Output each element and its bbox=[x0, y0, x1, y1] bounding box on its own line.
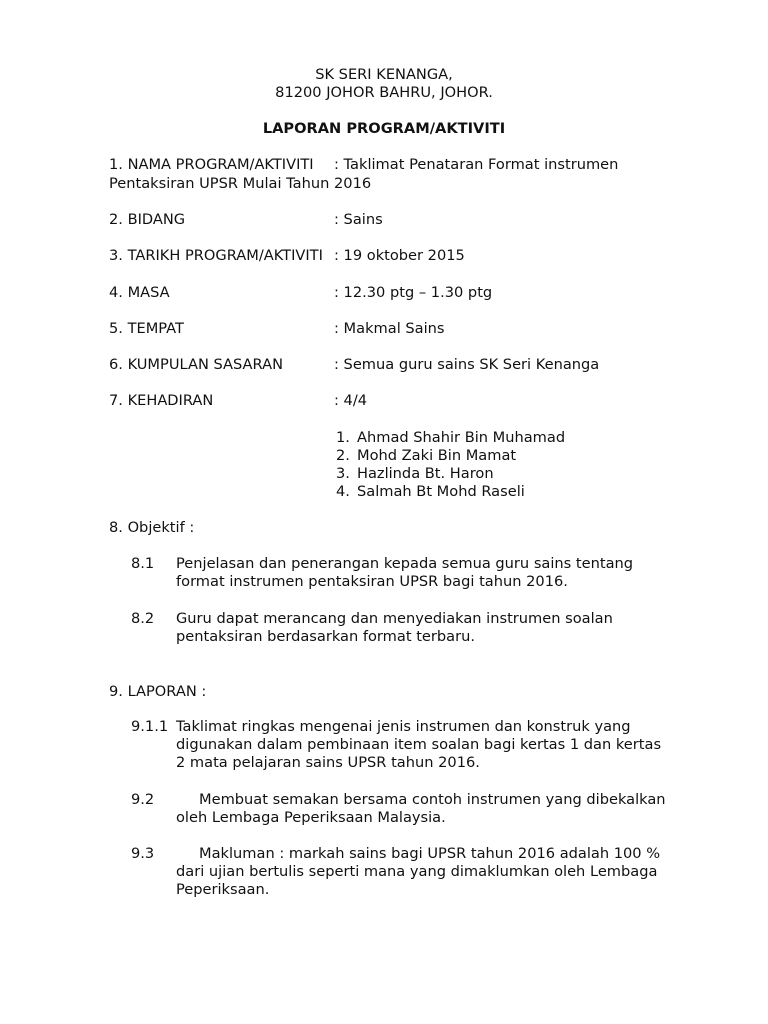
field-value-kehadiran: : 4/4 bbox=[334, 392, 368, 409]
objektif-item-text: format instrumen pentaksiran UPSR bagi tahun 2016. bbox=[176, 573, 568, 590]
laporan-item-number: 9.1.1 bbox=[131, 718, 169, 735]
objektif-item-number: 8.2 bbox=[131, 610, 155, 627]
attendee-name: Salmah Bt Mohd Raseli bbox=[357, 483, 525, 500]
laporan-item-number: 9.3 bbox=[131, 845, 155, 862]
section-heading-objektif: 8. Objektif : bbox=[109, 519, 195, 536]
field-value-kumpulan-sasaran: : Semua guru sains SK Seri Kenanga bbox=[334, 356, 600, 373]
school-address: 81200 JOHOR BAHRU, JOHOR. bbox=[275, 84, 493, 101]
field-label-tarikh: 3. TARIKH PROGRAM/AKTIVITI bbox=[109, 247, 323, 264]
document-title: LAPORAN PROGRAM/AKTIVITI bbox=[262, 120, 506, 137]
laporan-item-text: Makluman : markah sains bagi UPSR tahun 2016 adalah 100 % bbox=[199, 845, 661, 862]
objektif-item-number: 8.1 bbox=[131, 555, 155, 572]
attendee-number: 4. bbox=[336, 483, 350, 500]
objektif-item-text: Guru dapat merancang dan menyediakan instrumen soalan bbox=[176, 610, 613, 627]
field-value-masa: : 12.30 ptg – 1.30 ptg bbox=[334, 284, 493, 301]
attendee-number: 3. bbox=[336, 465, 350, 482]
laporan-item-text: Membuat semakan bersama contoh instrumen yang dibekalkan bbox=[199, 791, 666, 808]
laporan-item-text: Taklimat ringkas mengenai jenis instrumen dan konstruk yang bbox=[176, 718, 631, 735]
laporan-item-text: 2 mata pelajaran sains UPSR tahun 2016. bbox=[176, 754, 480, 771]
field-value-bidang: : Sains bbox=[334, 211, 383, 228]
field-label-masa: 4. MASA bbox=[109, 284, 170, 301]
section-heading-laporan: 9. LAPORAN : bbox=[109, 683, 207, 700]
field-label-tempat: 5. TEMPAT bbox=[109, 320, 184, 337]
laporan-item-text: oleh Lembaga Peperiksaan Malaysia. bbox=[176, 809, 446, 826]
attendee-number: 2. bbox=[336, 447, 350, 464]
laporan-item-text: Peperiksaan. bbox=[176, 881, 270, 898]
objektif-item-text: pentaksiran berdasarkan format terbaru. bbox=[176, 628, 475, 645]
school-name: SK SERI KENANGA, bbox=[315, 66, 453, 83]
laporan-item-text: digunakan dalam pembinaan item soalan bagi kertas 1 dan kertas bbox=[176, 736, 662, 753]
field-value-nama-program: : Taklimat Penataran Format instrumen bbox=[334, 156, 619, 173]
field-label-bidang: 2. BIDANG bbox=[109, 211, 186, 228]
field-label-nama-program: 1. NAMA PROGRAM/AKTIVITI bbox=[109, 156, 314, 173]
field-value-nama-program-cont: Pentaksiran UPSR Mulai Tahun 2016 bbox=[109, 175, 372, 192]
laporan-item-text: dari ujian bertulis seperti mana yang dimaklumkan oleh Lembaga bbox=[176, 863, 658, 880]
field-value-tempat: : Makmal Sains bbox=[334, 320, 445, 337]
field-value-tarikh: : 19 oktober 2015 bbox=[334, 247, 465, 264]
field-label-kehadiran: 7. KEHADIRAN bbox=[109, 392, 214, 409]
objektif-item-text: Penjelasan dan penerangan kepada semua guru sains tentang bbox=[176, 555, 634, 572]
field-label-kumpulan-sasaran: 6. KUMPULAN SASARAN bbox=[109, 356, 283, 373]
attendee-number: 1. bbox=[336, 429, 350, 446]
attendee-name: Ahmad Shahir Bin Muhamad bbox=[357, 429, 566, 446]
laporan-item-number: 9.2 bbox=[131, 791, 155, 808]
attendee-name: Hazlinda Bt. Haron bbox=[357, 465, 494, 482]
attendee-name: Mohd Zaki Bin Mamat bbox=[357, 447, 517, 464]
